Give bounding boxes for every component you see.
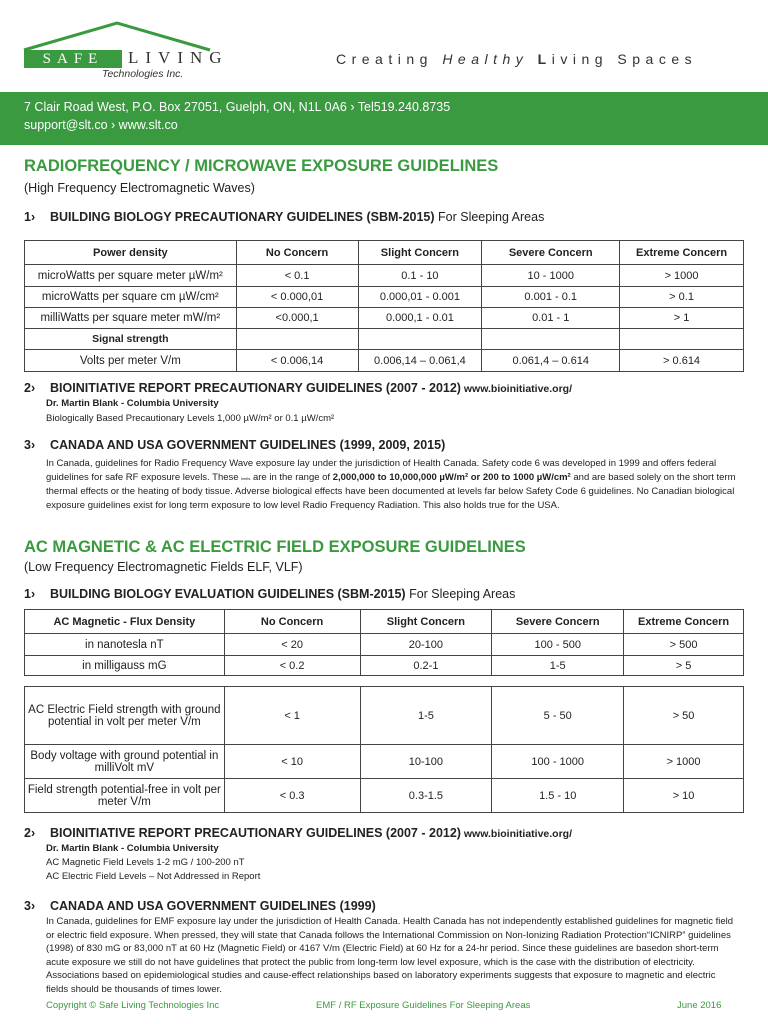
column-header: Severe Concern (482, 241, 620, 265)
value-cell: 0.1 - 10 (358, 265, 482, 287)
value-cell: > 1000 (620, 265, 744, 287)
ac-s2-author: Dr. Martin Blank - Columbia University (46, 843, 219, 854)
value-cell: 1.5 - 10 (492, 779, 624, 813)
value-cell: < 10 (224, 745, 360, 779)
row-label-cell: in nanotesla nT (25, 634, 225, 656)
value-cell: < 20 (224, 634, 360, 656)
value-cell: 10-100 (360, 745, 492, 779)
value-cell: > 0.1 (620, 287, 744, 308)
table-row (25, 308, 744, 329)
ac-s1-heading: 1› BUILDING BIOLOGY EVALUATION GUIDELINES (SBM-2015) For Sleeping Areas (24, 587, 516, 601)
ac-electric-table (24, 686, 744, 813)
ac-s2-heading: 2› BIOINITIATIVE REPORT PRECAUTIONARY GUIDELINES (2007 - 2012) www.bioinitiative.org/ (24, 826, 573, 840)
ac-s3-paragraph: In Canada, guidelines for EMF exposure lay under the jurisdiction of Health Canada. Health Canada has not independently established guidelines for magnetic field or electric field exposure. When pressed, they will state that Canada follows the International Commission on Non-Ionizing Radiation Protection“ICNIRP” guidelines (1998) of 830 mG or 83,000 nT at 60 Hz (Magnetic Field) or 4167 V/m (Electric Field) at 60 Hz for a 24-hr period. Since these guidelines are basedon short-term acute exposure we still do not have guidelines that protect the public from long-term low level exposure, which is the case with the distribution of electricity. Associations based on epidemiological studies and cause-effect relationships based on laboratory experiments suggests that exposure to magnetic and electric fields should be thousands of times lower. (46, 916, 734, 995)
value-cell: 5 - 50 (492, 687, 624, 745)
value-cell: > 10 (624, 779, 744, 813)
rf-subtitle: (High Frequency Electromagnetic Waves) (24, 181, 255, 195)
rf-title: RADIOFREQUENCY / MICROWAVE EXPOSURE GUIDELINES (24, 157, 499, 175)
value-cell: 0.000,01 - 0.001 (358, 287, 482, 308)
value-cell: 0.2-1 (360, 656, 492, 676)
table-row (25, 656, 744, 676)
value-cell: < 1 (224, 687, 360, 745)
column-header: Power density (25, 241, 237, 265)
row-label-cell: in milligauss mG (25, 656, 225, 676)
column-header: AC Magnetic - Flux Density (25, 610, 225, 634)
value-cell: <0.000,1 (236, 308, 358, 329)
row-label-cell: microWatts per square cm µW/cm² (25, 287, 237, 308)
table-row (25, 329, 744, 350)
rf-s2-line: Biologically Based Precautionary Levels 1,000 µW/m² or 0.1 µW/cm² (46, 413, 335, 424)
row-label-cell: AC Electric Field strength with ground potential in volt per meter V/m (25, 687, 225, 745)
contact-bar (0, 92, 768, 145)
ac-subtitle: (Low Frequency Electromagnetic Fields ELF, VLF) (24, 560, 303, 574)
footer-title: EMF / RF Exposure Guidelines For Sleeping Areas (316, 1000, 531, 1011)
column-header: No Concern (224, 610, 360, 634)
logo-living: LIVING (128, 48, 229, 67)
footer-date: June 2016 (677, 1000, 722, 1011)
value-cell: 1-5 (492, 656, 624, 676)
value-cell: < 0.1 (236, 265, 358, 287)
value-cell: > 500 (624, 634, 744, 656)
ac-s3-heading: 3› CANADA AND USA GOVERNMENT GUIDELINES (1999) (24, 899, 376, 913)
ac-s2-line2: AC Electric Field Levels – Not Addressed in Report (46, 871, 261, 882)
row-label-cell: milliWatts per square meter mW/m² (25, 308, 237, 329)
column-header: Slight Concern (358, 241, 482, 265)
table-row (25, 634, 744, 656)
logo-safe: SAFE (24, 50, 122, 68)
table-row (25, 287, 744, 308)
footer-copyright: Copyright © Safe Living Technologies Inc (46, 1000, 220, 1011)
value-cell: < 0.000,01 (236, 287, 358, 308)
column-header: Extreme Concern (620, 241, 744, 265)
value-cell: 20-100 (360, 634, 492, 656)
value-cell: > 0.614 (620, 350, 744, 372)
value-cell: 1-5 (360, 687, 492, 745)
row-label-cell: microWatts per square meter µW/m² (25, 265, 237, 287)
value-cell: > 1000 (624, 745, 744, 779)
value-cell: > 1 (620, 308, 744, 329)
column-header: Severe Concern (492, 610, 624, 634)
value-cell (620, 329, 744, 350)
rf-power-density-table (24, 240, 744, 372)
contact-web[interactable]: support@slt.co › www.slt.co (24, 118, 178, 132)
table-header-row (25, 241, 744, 265)
value-cell: 0.061,4 – 0.614 (482, 350, 620, 372)
value-cell: < 0.006,14 (236, 350, 358, 372)
column-header: Slight Concern (360, 610, 492, 634)
value-cell: 100 - 1000 (492, 745, 624, 779)
rf-s2-author: Dr. Martin Blank - Columbia University (46, 398, 219, 409)
column-header: Extreme Concern (624, 610, 744, 634)
column-header: No Concern (236, 241, 358, 265)
tagline: Creating Healthy Living Spaces (336, 51, 698, 67)
row-label-cell: Volts per meter V/m (25, 350, 237, 372)
rf-s1-heading: 1› BUILDING BIOLOGY PRECAUTIONARY GUIDELINES (SBM-2015) For Sleeping Areas (24, 210, 545, 224)
rf-s2-heading: 2› BIOINITIATIVE REPORT PRECAUTIONARY GUIDELINES (2007 - 2012) www.bioinitiative.org/ (24, 381, 573, 395)
value-cell: 100 - 500 (492, 634, 624, 656)
value-cell: 0.001 - 0.1 (482, 287, 620, 308)
value-cell: 0.3-1.5 (360, 779, 492, 813)
row-label-cell: Signal strength (25, 329, 237, 350)
value-cell: < 0.2 (224, 656, 360, 676)
value-cell: 0.000,1 - 0.01 (358, 308, 482, 329)
rf-s3-heading: 3› CANADA AND USA GOVERNMENT GUIDELINES (1999, 2009, 2015) (24, 438, 446, 452)
contact-address: 7 Clair Road West, P.O. Box 27051, Guelph, ON, N1L 0A6 › Tel519.240.8735 (24, 100, 451, 114)
ac-magnetic-table (24, 609, 744, 676)
value-cell: 0.006,14 – 0.061,4 (358, 350, 482, 372)
row-label-cell: Field strength potential-free in volt per meter V/m (25, 779, 225, 813)
table-row (25, 745, 744, 779)
ac-title: AC MAGNETIC & AC ELECTRIC FIELD EXPOSURE GUIDELINES (24, 538, 526, 556)
ac-s2-line1: AC Magnetic Field Levels 1-2 mG / 100-200 nT (46, 857, 245, 868)
table-row (25, 350, 744, 372)
table-header-row (25, 610, 744, 634)
row-label-cell: Body voltage with ground potential in milliVolt mV (25, 745, 225, 779)
rf-s3-paragraph: In Canada, guidelines for Radio Frequency Wave exposure lay under the jurisdiction of Health Canada. Safety code 6 was developed in 1999 and offers federal guidelines for safe RF exposure levels. These limits are in the range of 2,000,000 to 10,000,000 µW/m² or 200 to 1000 µW/cm² and are based solely on the short term thermal effects or the heating of body tissue. Adverse biological effects have been documented at levels far below Safety Code 6 guidelines. No Canadian biological exposure guidelines exist for long term exposure to low level Radio Frequency Radiation. This also holds true for the USA. (46, 458, 736, 511)
value-cell: 0.01 - 1 (482, 308, 620, 329)
value-cell (358, 329, 482, 350)
value-cell (236, 329, 358, 350)
logo-tagline-tech: Technologies Inc. (102, 68, 184, 80)
table-row (25, 265, 744, 287)
value-cell: < 0.3 (224, 779, 360, 813)
table-row (25, 687, 744, 745)
table-row (25, 779, 744, 813)
value-cell: > 5 (624, 656, 744, 676)
value-cell: > 50 (624, 687, 744, 745)
value-cell (482, 329, 620, 350)
value-cell: 10 - 1000 (482, 265, 620, 287)
